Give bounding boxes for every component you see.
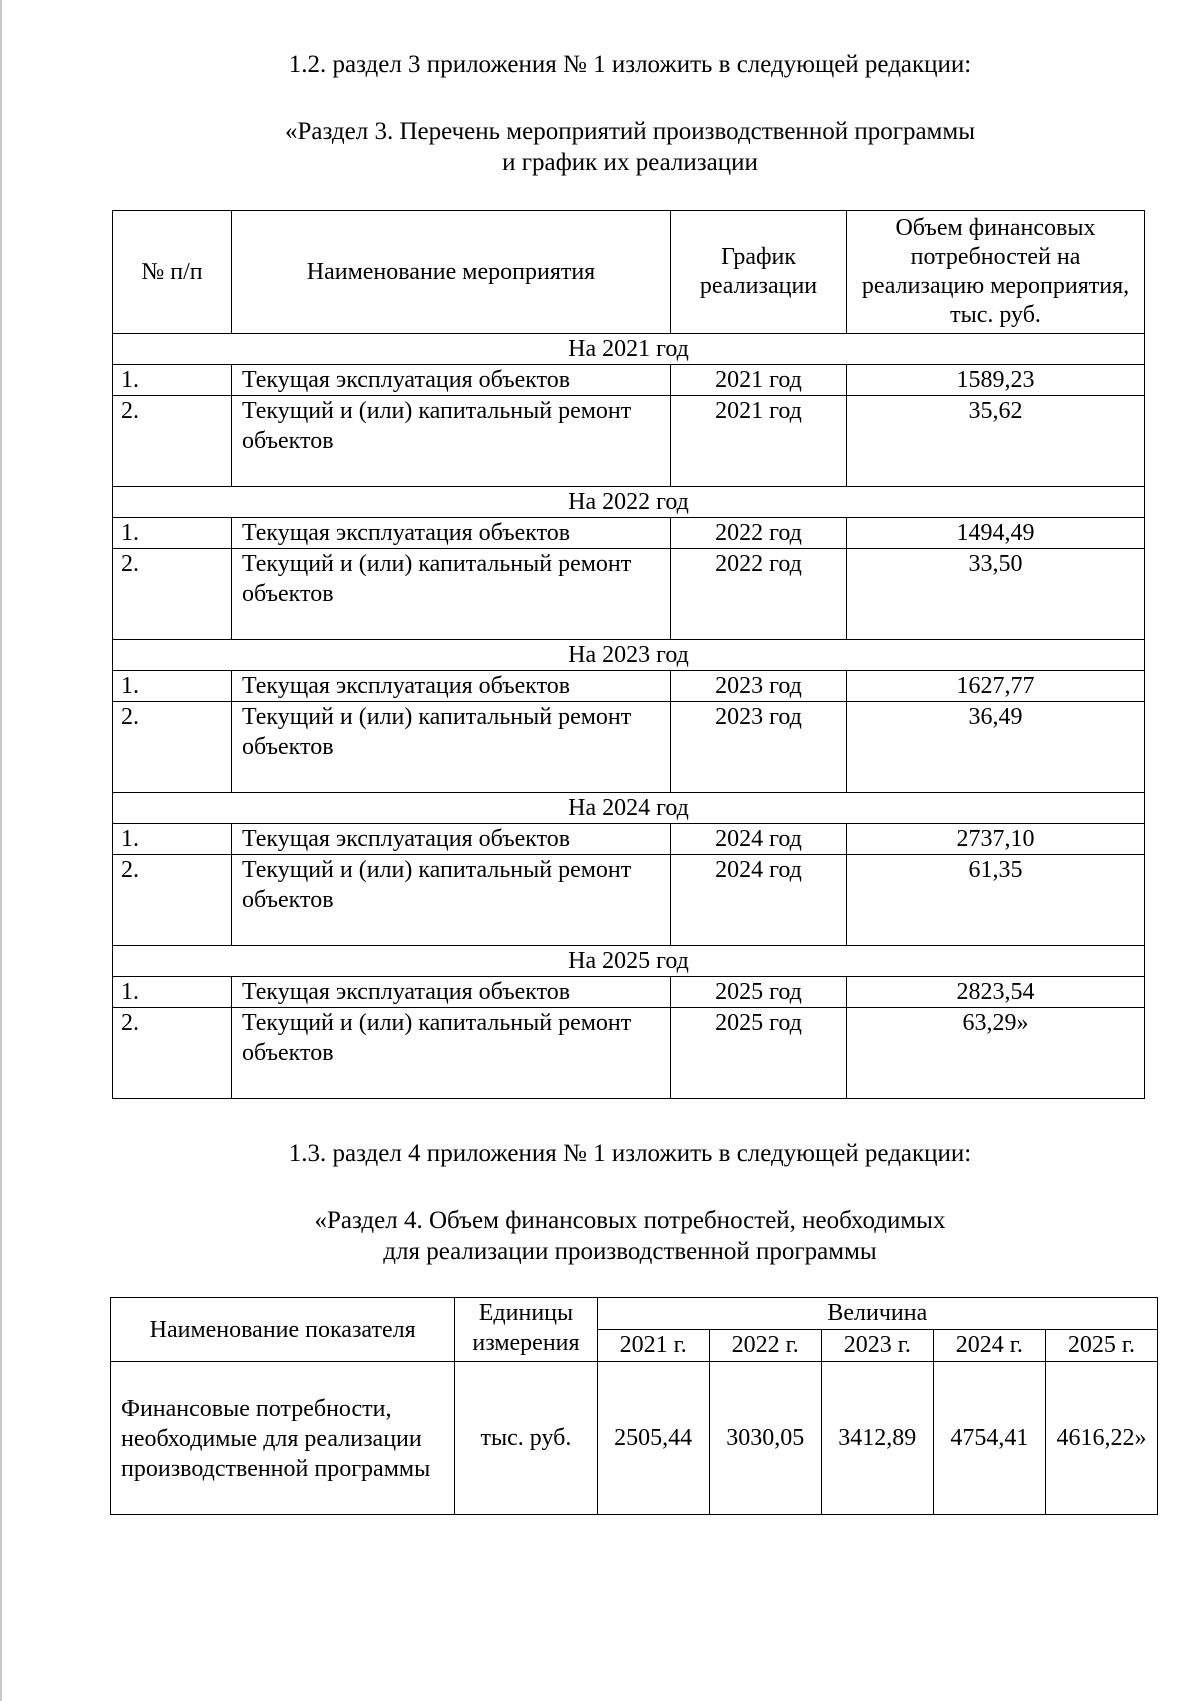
row-num: 1. xyxy=(113,824,232,855)
table-header-row xyxy=(113,211,1145,334)
table-row xyxy=(113,977,1145,1008)
table-row xyxy=(111,1362,1158,1515)
header-schedule: График реализации xyxy=(671,211,847,334)
row-name: Текущая эксплуатация объектов xyxy=(232,671,671,702)
year-row xyxy=(113,640,1145,671)
table-row xyxy=(113,855,1145,946)
row-schedule: 2025 год xyxy=(671,1008,847,1099)
row-name: Текущая эксплуатация объектов xyxy=(232,824,671,855)
row-unit: тыс. руб. xyxy=(455,1362,597,1515)
header-indicator: Наименование показателя xyxy=(111,1298,455,1362)
year-row xyxy=(113,334,1145,365)
year-label: На 2022 год xyxy=(113,487,1145,518)
row-num: 2. xyxy=(113,702,232,793)
table-row xyxy=(113,671,1145,702)
section4-intro: 1.3. раздел 4 приложения № 1 изложить в следующей редакции: xyxy=(288,1140,972,1167)
row-schedule: 2022 год xyxy=(671,518,847,549)
row-schedule: 2024 год xyxy=(671,824,847,855)
row-num: 2. xyxy=(113,396,232,487)
year-row xyxy=(113,946,1145,977)
row-value: 2505,44 xyxy=(597,1362,709,1515)
row-num: 2. xyxy=(113,855,232,946)
row-name: Текущая эксплуатация объектов xyxy=(232,518,671,549)
table-row xyxy=(113,702,1145,793)
header-year: 2021 г. xyxy=(597,1330,709,1362)
row-name: Текущий и (или) капитальный ремонт объектов xyxy=(232,702,671,793)
section3-table xyxy=(112,210,1145,1099)
header-year: 2023 г. xyxy=(821,1330,933,1362)
section3-title-line1: «Раздел 3. Перечень мероприятий производственной программы xyxy=(285,118,975,145)
row-volume: 2823,54 xyxy=(847,977,1145,1008)
row-volume: 1494,49 xyxy=(847,518,1145,549)
header-unit: Единицы измерения xyxy=(455,1298,597,1362)
table-header-row xyxy=(111,1298,1158,1330)
row-schedule: 2021 год xyxy=(671,365,847,396)
section4-table xyxy=(110,1297,1158,1515)
year-label: На 2025 год xyxy=(113,946,1145,977)
table-row xyxy=(113,824,1145,855)
row-name: Текущий и (или) капитальный ремонт объектов xyxy=(232,1008,671,1099)
header-year: 2024 г. xyxy=(933,1330,1045,1362)
row-name: Текущая эксплуатация объектов xyxy=(232,977,671,1008)
page-edge xyxy=(0,0,2,1701)
row-num: 1. xyxy=(113,977,232,1008)
header-volume: Объем финансовых потребностей на реализацию мероприятия, тыс. руб. xyxy=(847,211,1145,334)
row-volume: 61,35 xyxy=(847,855,1145,946)
row-schedule: 2023 год xyxy=(671,702,847,793)
year-row xyxy=(113,487,1145,518)
row-name: Текущий и (или) капитальный ремонт объектов xyxy=(232,549,671,640)
row-num: 1. xyxy=(113,365,232,396)
table-row xyxy=(113,549,1145,640)
header-name: Наименование мероприятия xyxy=(232,211,671,334)
row-schedule: 2024 год xyxy=(671,855,847,946)
header-year: 2025 г. xyxy=(1045,1330,1157,1362)
year-label: На 2023 год xyxy=(113,640,1145,671)
row-volume: 36,49 xyxy=(847,702,1145,793)
row-value: 3412,89 xyxy=(821,1362,933,1515)
row-num: 1. xyxy=(113,671,232,702)
table-row xyxy=(113,365,1145,396)
header-value: Величина xyxy=(597,1298,1157,1330)
row-schedule: 2021 год xyxy=(671,396,847,487)
row-value: 4616,22» xyxy=(1045,1362,1157,1515)
section3-intro: 1.2. раздел 3 приложения № 1 изложить в следующей редакции: xyxy=(288,51,972,78)
table-row xyxy=(113,518,1145,549)
section4-title-line1: «Раздел 4. Объем финансовых потребностей, необходимых xyxy=(314,1207,946,1234)
row-num: 1. xyxy=(113,518,232,549)
row-schedule: 2023 год xyxy=(671,671,847,702)
table-row xyxy=(113,396,1145,487)
row-indicator: Финансовые потребности, необходимые для реализации производственной программы xyxy=(111,1362,455,1515)
row-name: Текущий и (или) капитальный ремонт объектов xyxy=(232,396,671,487)
section4-title-line2: для реализации производственной программы xyxy=(383,1238,877,1265)
row-volume: 1589,23 xyxy=(847,365,1145,396)
table-row xyxy=(113,1008,1145,1099)
row-name: Текущая эксплуатация объектов xyxy=(232,365,671,396)
year-label: На 2021 год xyxy=(113,334,1145,365)
header-year: 2022 г. xyxy=(709,1330,821,1362)
row-schedule: 2022 год xyxy=(671,549,847,640)
row-volume: 2737,10 xyxy=(847,824,1145,855)
year-label: На 2024 год xyxy=(113,793,1145,824)
row-volume: 1627,77 xyxy=(847,671,1145,702)
row-name: Текущий и (или) капитальный ремонт объектов xyxy=(232,855,671,946)
header-num: № п/п xyxy=(113,211,232,334)
row-volume: 33,50 xyxy=(847,549,1145,640)
row-volume: 63,29» xyxy=(847,1008,1145,1099)
row-value: 3030,05 xyxy=(709,1362,821,1515)
row-value: 4754,41 xyxy=(933,1362,1045,1515)
year-row xyxy=(113,793,1145,824)
row-volume: 35,62 xyxy=(847,396,1145,487)
section3-title-line2: и график их реализации xyxy=(502,149,758,176)
row-schedule: 2025 год xyxy=(671,977,847,1008)
row-num: 2. xyxy=(113,1008,232,1099)
row-num: 2. xyxy=(113,549,232,640)
